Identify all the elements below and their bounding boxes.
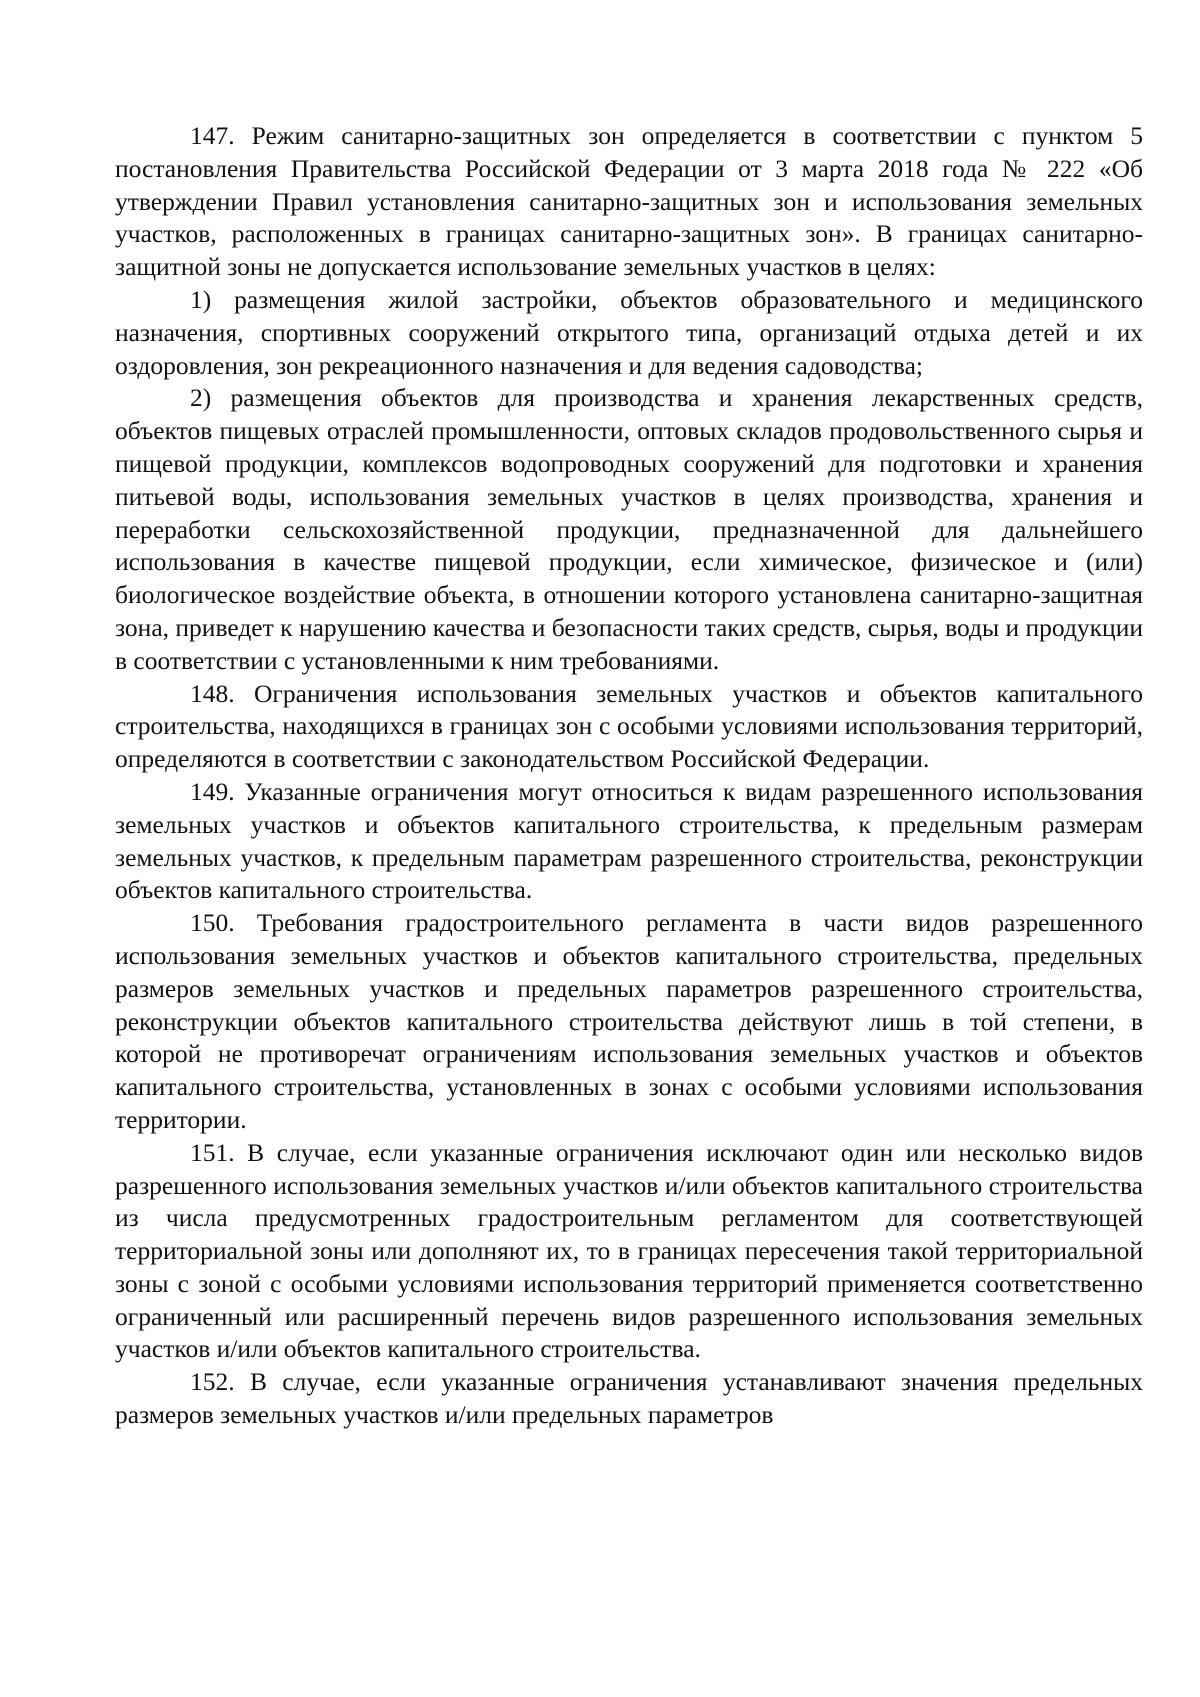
paragraph-149: 149. Указанные ограничения могут относиться к видам разрешенного использования земельных участков и объектов капитального строительства, к предельным размерам земельных участков, к предельным параметрам разрешенного строительства, реконструкции объектов капитального строительства. <box>115 776 1143 905</box>
list-item-147-1: 1) размещения жилой застройки, объектов образовательного и медицинского назначения, спортивных сооружений открытого типа, организаций отдыха детей и их оздоровления, зон рекреационного назначения и для ведения садоводства; <box>115 284 1143 380</box>
paragraph-151: 151. В случае, если указанные ограничения исключают один или несколько видов разрешенного использования земельных участков и/или объектов капитального строительства из числа предусмотренных градостроительным регламентом для соответствующей территориальной зоны или дополняют их, то в границах пересечения такой территориальной зоны с зоной с особыми условиями использования территорий применяется соответственно ограниченный или расширенный перечень видов разрешенного использования земельных участков и/или объектов капитального строительства. <box>115 1137 1143 1364</box>
paragraph-152: 152. В случае, если указанные ограничения устанавливают значения предельных размеров земельных участков и/или предельных параметров <box>115 1367 1143 1430</box>
paragraph-147: 147. Режим санитарно-защитных зон определяется в соответствии с пунктом 5 постановления Правительства Российской Федерации от 3 марта 2018 года № 222 «Об утверждении Правил установления санитарно-защитных зон и использования земельных участков, расположенных в границах санитарно-защитных зон». В границах санитарно-защитной зоны не допускается использование земельных участков в целях: <box>115 121 1143 282</box>
paragraph-150: 150. Требования градостроительного регламента в части видов разрешенного использования земельных участков и объектов капитального строительства, предельных размеров земельных участков и предельных параметров разрешенного строительства, реконструкции объектов капитального строительства действуют лишь в той степени, в которой не противоречат ограничениям использования земельных участков и объектов капитального строительства, установленных в зонах с особыми условиями использования территории. <box>115 908 1143 1134</box>
document-page <box>115 120 1143 1432</box>
list-item-147-2: 2) размещения объектов для производства и хранения лекарственных средств, объектов пищевых отраслей промышленности, оптовых складов продовольственного сырья и пищевой продукции, комплексов водопроводных сооружений для подготовки и хранения питьевой воды, использования земельных участков в целях производства, хранения и переработки сельскохозяйственной продукции, предназначенной для дальнейшего использования в качестве пищевой продукции, если химическое, физическое и (или) биологическое воздействие объекта, в отношении которого установлена санитарно-защитная зона, приведет к нарушению качества и безопасности таких средств, сырья, воды и продукции в соответствии с установленными к ним требованиями. <box>115 383 1143 675</box>
paragraph-148: 148. Ограничения использования земельных участков и объектов капитального строительства, находящихся в границах зон с особыми условиями использования территорий, определяются в соответствии с законодательством Российской Федерации. <box>115 678 1143 774</box>
